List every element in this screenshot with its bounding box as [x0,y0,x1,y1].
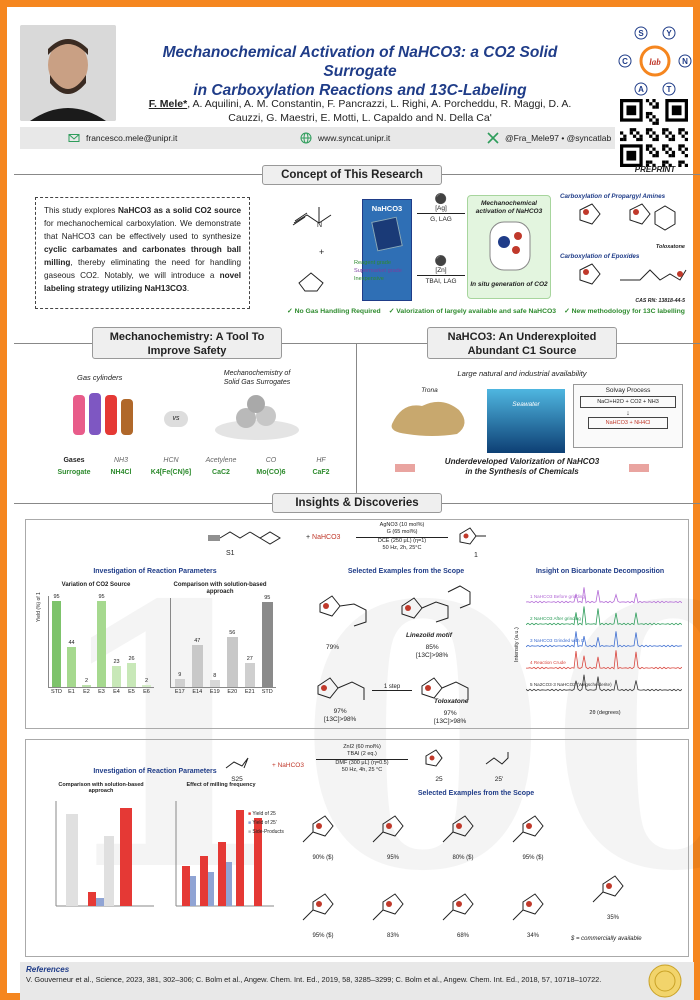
r1-scope: 79% Linezolid motif 85% [13C]>98% 97% [13C]>98% 1 step Toloxatone 97% [13C]>98% [306,580,511,728]
substrates-scheme [289,193,364,303]
chart-bar [245,663,256,687]
r2-product-b: 25' [482,748,516,783]
scope-example [500,880,566,939]
abstract-fragment: NaHCO3 as a solid CO2 source [118,206,242,215]
bar-category-label: E5 [128,689,135,695]
surrogate-cell: Gases [63,457,85,464]
surrogate-cell: CaC2 [212,469,230,476]
checks-row [287,307,697,315]
scope-yield: 80% ($) [452,855,474,861]
activation-box [467,195,551,299]
balls-icon: ⚫ [434,194,448,205]
poster-title [125,43,595,100]
insight-panel-2 [25,739,689,957]
r2-chart2-title: Effect of milling frequency [186,782,256,788]
bar-value-label: 47 [194,638,201,645]
bar-value-label: 2 [84,678,89,685]
toloxatone-label: Toloxatone [655,244,685,250]
scope-yield: 95% ($) [522,855,544,861]
scope-example [360,802,426,861]
seawater-image: Seawater [487,389,565,453]
r2-chart1 [46,796,156,926]
surrogate-table-row [52,467,347,479]
r2-scope [290,802,688,952]
surrogate-cell: Surrogate [57,469,91,476]
chart-bar [175,679,186,687]
trona-image: Trona [387,387,472,439]
scope-yield: 35% [606,915,619,921]
r1-scope-title: Selected Examples from the Scope [347,568,465,575]
author-photo [20,25,116,121]
qr-code[interactable] [620,99,688,167]
chart-solution-comparison: Comparison with solution-based approach 9 E17 47 E14 8 E19 56 E20 27 E21 95 STD [160,582,280,722]
authors-line-2: Cauzzi, G. Maestri, E. Motti, L. Capaldo and N. Della Ca' [228,112,492,124]
underdeveloped-text: Underdeveloped Valorization of NaHCO3 in the Synthesis of Chemicals [444,457,600,476]
r2-reagent: + NaHCO3 [272,762,304,769]
scope-example [430,802,496,861]
r1-substrate: S1 [206,528,296,557]
surrogate-table-row [52,455,347,467]
source-subtitle: Large natural and industrial availability [457,369,587,378]
x-logo-icon [487,132,499,144]
cond-top: ⚫ [Ag] G, LAG [417,195,465,224]
gas-cylinders-label: Gas cylinders [77,373,123,382]
scope-example [290,802,356,861]
website-item[interactable] [300,132,390,144]
chart-bar [192,645,203,687]
scope-yield: 90% ($) [312,855,334,861]
globe-icon [300,132,312,144]
syncat-logo [615,21,695,101]
nahco3-reagent-box [362,199,412,301]
chart-bar [112,666,121,687]
xrd-title: Insight on Bicarbonate Decomposition [535,568,665,575]
references-title: References [26,965,70,974]
email-text: francesco.mele@unipr.it [86,133,178,143]
bar-category-label: E21 [244,689,255,695]
xrd-legend-label: 1 NaHCO3 Before grinding [530,594,585,599]
activation-title: Mechanochemical activation of NaHCO3 [475,200,543,215]
bar-category-label: E17 [174,689,185,695]
r1-product: 1 [456,526,496,559]
bar-value-label: 23 [113,659,120,666]
abstract-fragment: novel labeling strategy utilizing NaH13CO3 [44,271,241,293]
svg-text:Y: Y [666,29,672,38]
references-text: V. Gouverneur et al., Science, 2023, 381, 302–306; C. Bolm et al., Angew. Chem. Int. Ed., 2019, 58, 3285–3299; C. Bolm et al., Angew. Chem. Int. Ed., 2018, 57, 10718–10722. [26,975,602,984]
r1-conditions: AgNO3 (10 mol%) G (65 mol%) DCE (250 μL) (η=1) 50 Hz, 2h, 25°C [356,522,448,552]
bar-value-label: 95 [264,595,271,602]
scope-example [430,880,496,939]
abstract-fragment: . [186,284,190,293]
footnote: $ = commercially available [571,936,642,942]
one-step-arrow: 1 step [372,684,412,691]
cond-bottom: ⚫ [Zn] TBAI, LAG [417,257,465,286]
r1-reagent: + NaHCO3 [306,534,341,541]
surrogate-cell: CaF2 [312,469,330,476]
r2-param-title: Investigation of Reaction Parameters [93,768,217,775]
scope-example [580,862,646,921]
website-text: www.syncat.unipr.it [318,133,391,143]
surrogate-cell: HF [316,457,326,464]
surrogate-cell: HCN [163,457,179,464]
university-seal-icon [647,963,683,999]
scope-yield: 68% [456,933,469,939]
preprint-label: PREPRINT [634,165,676,174]
gas-cylinders-image [69,385,141,437]
surrogate-cell: NH4Cl [110,469,132,476]
cas-label: CAS RN: 13818-44-5 [635,298,685,304]
bar-category-label: E14 [192,689,203,695]
xrd-legend-label: 5 Na2CO3·3 NaHCO3 (Wegscheiderite) [530,682,612,687]
r1-param-title: Investigation of Reaction Parameters [93,568,217,575]
svg-text:N: N [682,57,688,66]
bar-value-label: 2 [144,678,149,685]
bar-value-label: 27 [246,655,253,662]
chart-bar [127,663,136,687]
title-line-2: in Carboxylation Reactions and 13C-Labeling [193,82,527,99]
grade-reagent: Reagent grade [354,260,392,266]
svg-text:+: + [319,247,325,257]
insights-heading: Insights & Discoveries [272,493,442,513]
references-box [20,962,694,1000]
epoxides-title: Carboxylation of Epoxides [560,253,640,260]
svg-text:T: T [666,85,672,94]
chart-bar [142,685,151,687]
svg-text:C: C [622,57,628,66]
scope-yield: 95% [386,855,399,861]
abstract-box [35,197,250,309]
bar-value-label: 95 [98,593,105,600]
bar-category-label: STD [51,689,62,695]
bar-value-label: 95 [53,593,60,600]
surrogate-cell: CO [265,457,277,464]
title-line-1: Mechanochemical Activation of NaHCO3: a CO2 Solid Surrogate [162,44,558,80]
vs-badge: vs [164,411,188,427]
ball-mill-jar [468,216,552,276]
r2-scope-title: Selected Examples from the Scope [417,790,535,797]
svg-text:S: S [638,29,644,38]
check-2: ✓ Valorization of largely available and safe NaHCO3 [388,308,557,315]
scope-example [500,802,566,861]
milling-balls-image [212,392,302,442]
contact-bar [20,127,615,149]
scope-yield: 95% ($) [312,933,334,939]
right-panel [560,193,695,304]
check-1: ✓ No Gas Handling Required [287,308,381,315]
chart-bar [210,680,221,687]
r2-product-a: 25 [422,748,456,783]
social-text: @Fra_Mele97 • @syncatlab [505,133,612,143]
bar-value-label: 56 [229,630,236,637]
bar-value-label: 26 [128,656,135,663]
bar-value-label: 9 [178,672,182,678]
bar-value-label: 8 [213,672,217,679]
safety-heading: Mechanochemistry: A Tool To Improve Safety [92,327,282,359]
carbonate-structures [560,260,695,296]
activation-sub: In situ generation of CO2 [470,281,548,288]
bar-category-label: E3 [98,689,105,695]
abstract-fragment: , thereby eliminating the need for handling gaseous CO2. Notably, we will introduce a [44,258,241,280]
social-item[interactable] [487,132,611,144]
r2-conditions: ZnI2 (60 mol%) TBAI (2 eq.) DMF (300 μL) (η=0.5) 50 Hz, 4h, 25 °C [316,744,408,774]
solvay-box: Solvay Process NaCl+H2O + CO2 + NH3 ↓ NaHCO3 + NH4Cl [573,384,683,448]
divider-vertical [356,343,357,493]
svg-text:A: A [638,85,644,94]
grade-inexpensive: Inexpensive [354,276,384,282]
chart-bar [67,647,76,687]
chart-co2-source: Variation of CO2 Source Yield (%) of 1 95 STD 44 E1 2 E2 95 E3 23 E4 26 E5 2 E6 [34,582,158,722]
surrogate-cell: NH3 [113,457,128,464]
arrow-left [395,464,415,472]
email-item[interactable] [68,132,177,144]
scope-yield: 83% [386,933,399,939]
bar-category-label: E20 [227,689,238,695]
bar-category-label: STD [261,689,273,695]
balls-icon: ⚫ [434,256,448,267]
xrd-legend-label: 3 NaHCO3 Grinded with G [530,638,585,643]
scope-example [360,880,426,939]
r2-chart1-title: Comparison with solution-based approach [58,782,144,794]
concept-heading: Concept of This Research [262,165,442,185]
xrd-legend-label: 4 Reaction Crude [530,660,566,665]
r2-substrate: S25 [222,754,252,783]
source-heading: NaHCO3: An Underexploited Abundant C1 Source [427,327,617,359]
presenting-author: F. Mele* [148,98,188,110]
chart-bar [82,685,91,687]
abstract-fragment: cyclic carbamates and carbonates through ball milling [44,245,241,267]
surrogate-cell: Acetylene [205,457,237,464]
xrd-legend-label: 2 NaHCO3 After grinding [530,616,581,621]
surrogate-cell: Mo(CO)6 [256,469,286,476]
grade-supermarket: Supermarket grade [354,268,402,274]
surrogate-cell: K4[Fe(CN)6] [150,469,192,476]
authors-line-1: , A. Aquilini, A. M. Constantin, F. Pancrazzi, L. Righi, A. Porcheddu, R. Maggi, D. A. [187,98,572,110]
reagent-bag [371,217,403,252]
scope-example [290,880,356,939]
bar-category-label: E6 [143,689,150,695]
authors [125,97,595,125]
r2-legend: ■ Yield of 25 ■ Yield of 25' ■ Side-Products [248,811,284,835]
svg-text:N: N [317,222,323,229]
chart-bar [262,602,273,687]
mecha-label: Mechanochemistry of Solid Gas Surrogates [223,370,291,386]
mail-icon [68,132,80,144]
logo-center: lab [649,57,661,67]
chart-bar [52,601,61,687]
bar-category-label: E19 [209,689,220,695]
xrd-chart: Intensity (a.u.) 1 NaHCO3 Before grinding 2 NaHCO3 After grinding 3 NaHCO3 Grinded with G 4 Reaction Crude 5 Na2CO3·3 NaHCO3 (Wegscheiderite) 2θ (degrees) [520,582,684,722]
bar-value-label: 44 [68,639,75,646]
chart-bar [97,601,106,687]
bar-category-label: E1 [68,689,75,695]
chart-bar [227,637,238,687]
abstract-fragment: This study explores [44,206,118,215]
check-3: ✓ New methodology for 13C labelling [564,308,685,315]
surrogate-table [52,455,347,479]
arrow-right [629,464,649,472]
bar-category-label: E4 [113,689,120,695]
reagent-box-title: NaHCO3 [371,204,403,213]
bar-category-label: E2 [83,689,90,695]
scope-yield: 34% [526,933,539,939]
abstract-fragment: for mechanochemical carboxylation. We demonstrate that NaHCO3 can be effectively used to synthesize [44,219,241,241]
propargyl-title: Carboxylation of Propargyl Amines [560,193,666,200]
insight-panel-1 [25,519,689,729]
toloxatone-structure [560,200,695,242]
